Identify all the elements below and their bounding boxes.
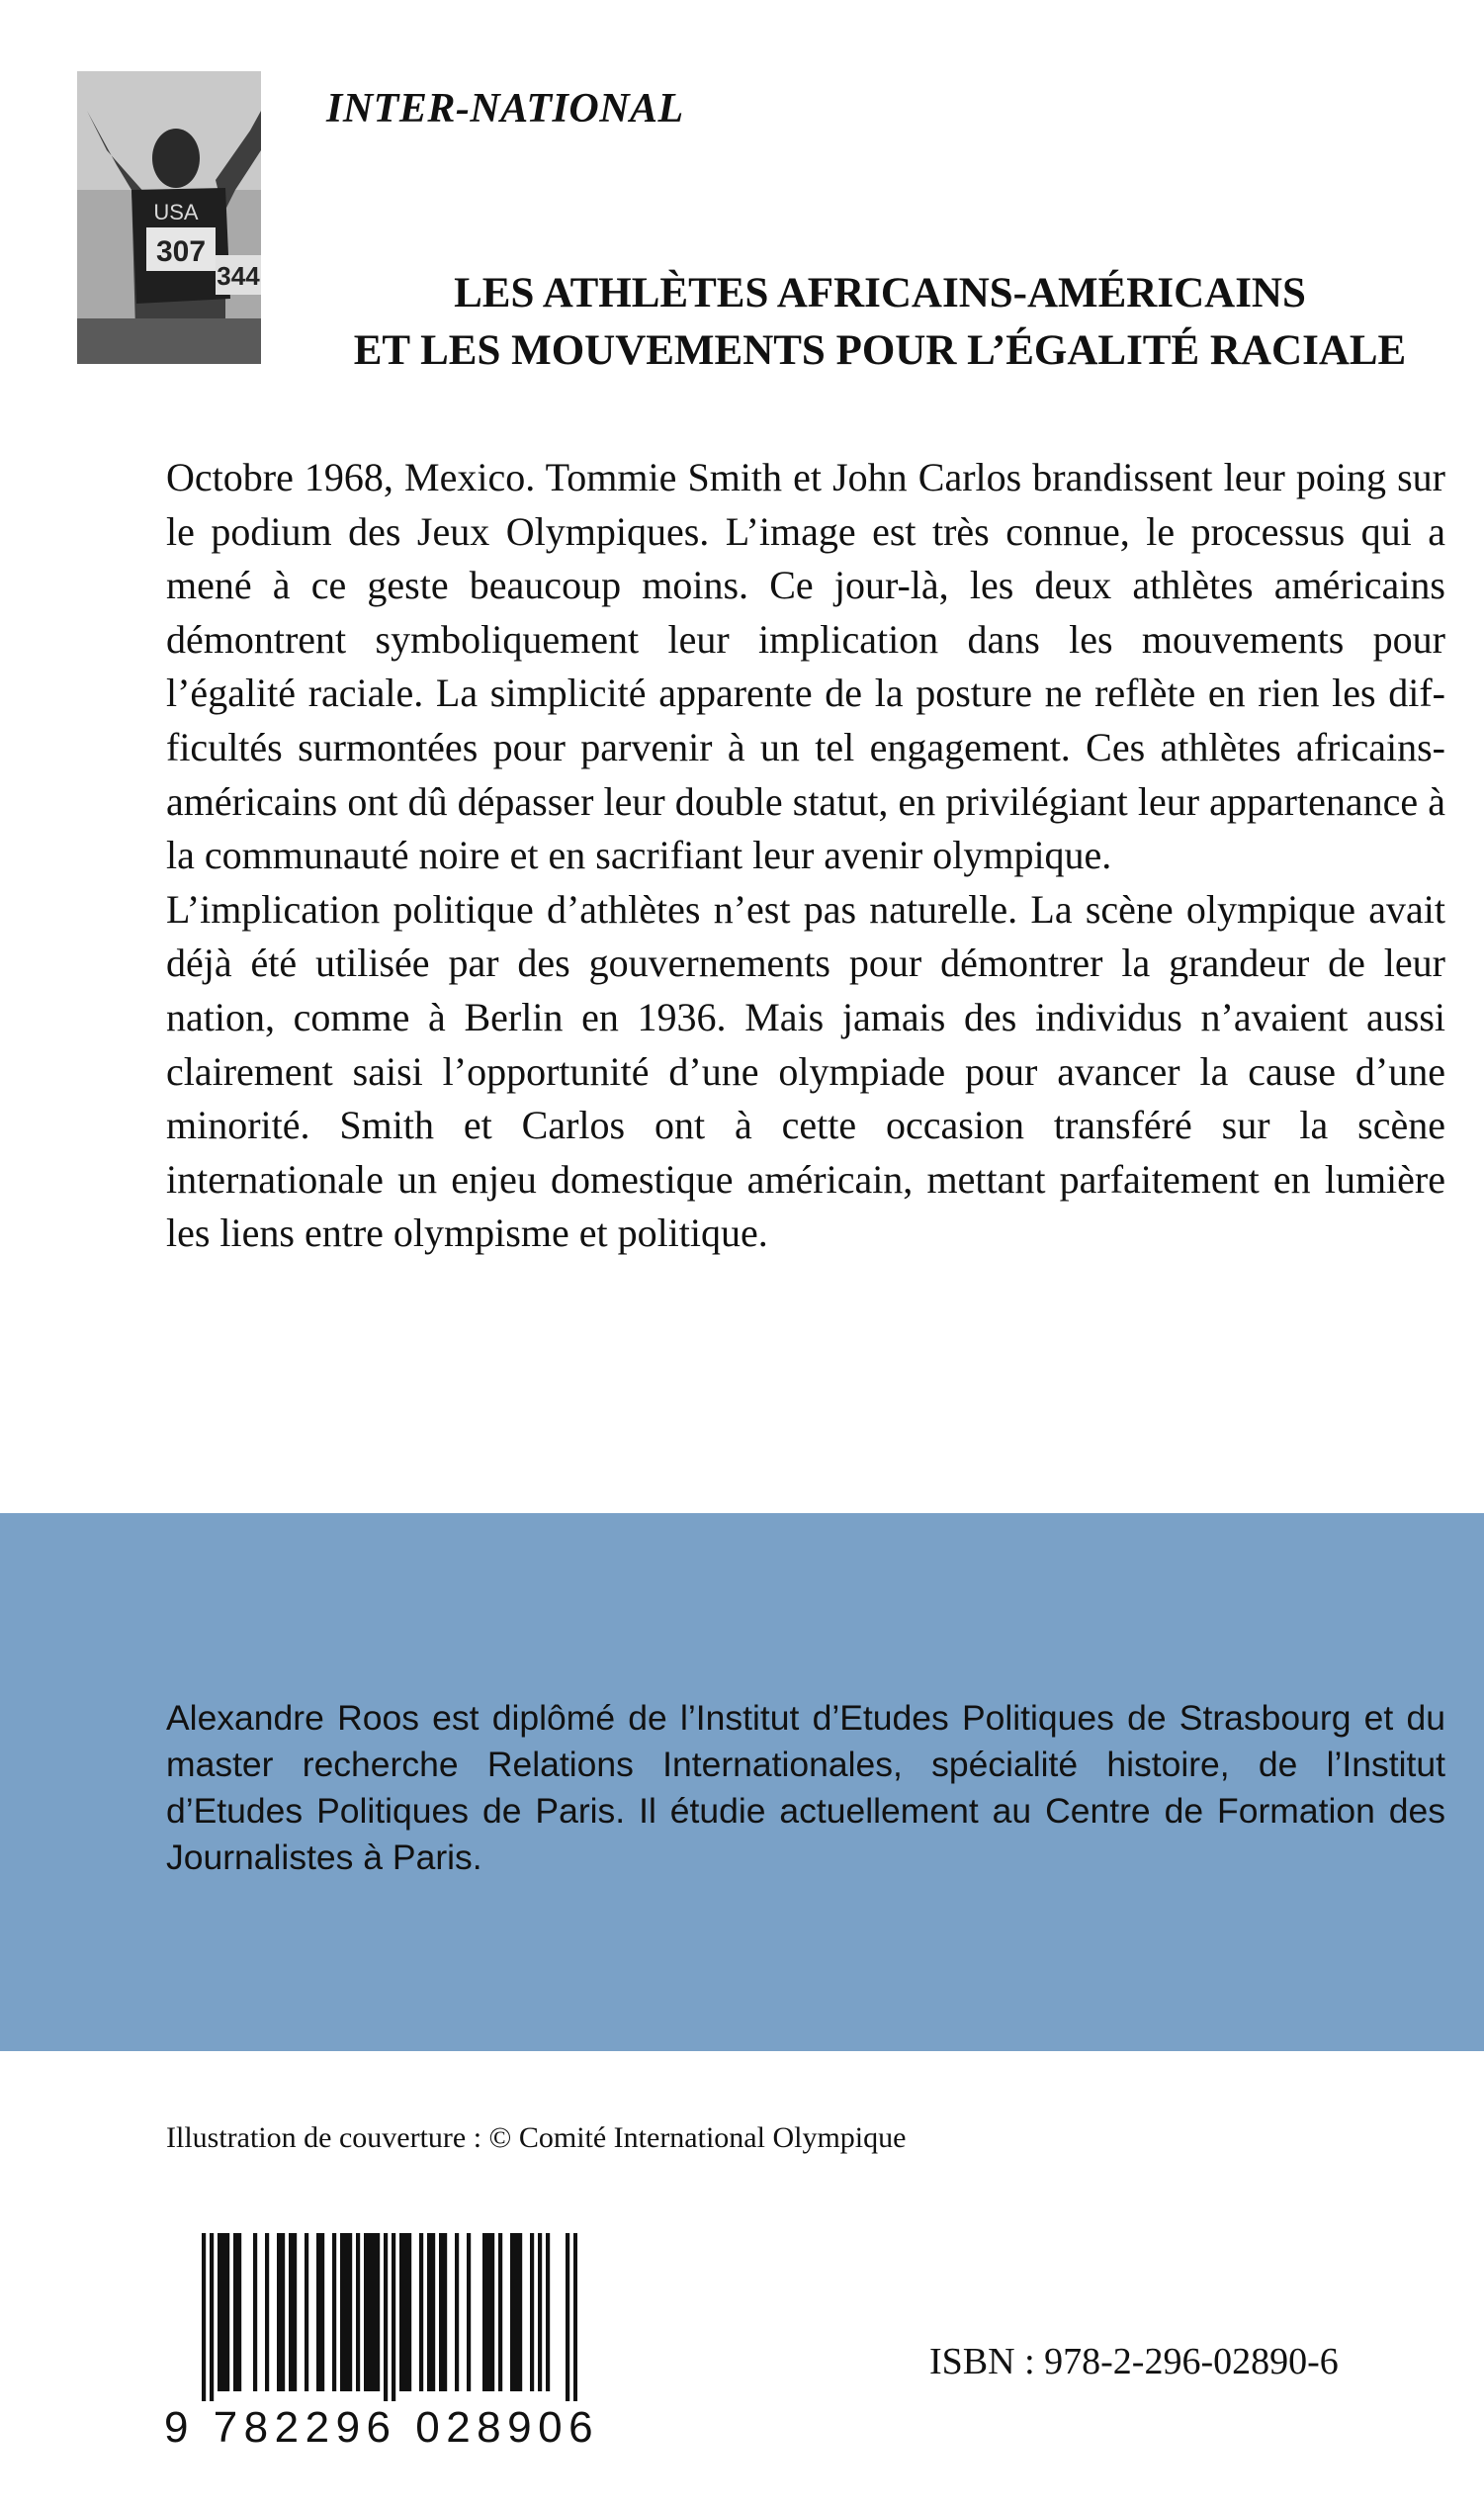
bib-number-344: 344: [217, 261, 260, 291]
barcode-bar: [439, 2233, 443, 2391]
isbn: ISBN : 978-2-296-02890-6: [929, 2341, 1339, 2382]
barcode-bar: [289, 2233, 293, 2391]
cover-photo: [77, 71, 261, 364]
barcode-bar: [407, 2233, 411, 2391]
barcode-bar: [538, 2233, 542, 2391]
barcode-bar: [427, 2233, 431, 2391]
jersey-text: USA: [153, 200, 199, 224]
book-title-line-2: ET LES MOUVEMENTS POUR L’ÉGALITÉ RACIALE: [353, 327, 1407, 374]
barcode-bar: [253, 2233, 257, 2391]
barcode-bar: [518, 2233, 522, 2391]
barcode-bar: [372, 2233, 376, 2391]
barcode-bar: [320, 2233, 324, 2391]
athlete-photo: [77, 71, 261, 364]
barcode-bar: [486, 2233, 490, 2391]
barcode-bar: [202, 2233, 206, 2401]
barcode-bar: [392, 2233, 395, 2401]
barcode-bar: [384, 2233, 388, 2401]
book-title: [316, 265, 1443, 380]
summary-paragraph-2: L’implication politique d’athlètes n’est pas naturelle. La scène olympique avait déjà été utilisée par des gouvernements pour démontrer la grandeur de leur nation, comme à Berlin en 1936. Mais jamais des individus n’avaient aussi clairement saisi l’opportunité d’une olympiade pour avancer la cause d’une minorité. Smith et Carlos ont à cette occasion transféré sur la scène internationale un enjeu domestique américain, mettant parfaitement en lumière les liens entre olympisme et politique.: [166, 886, 1445, 1256]
barcode-bar: [356, 2233, 360, 2391]
barcode-bar: [233, 2233, 237, 2391]
barcode-bar: [546, 2233, 550, 2391]
barcode-bar: [399, 2233, 403, 2391]
author-band: [0, 1513, 1484, 2051]
barcode-bar: [218, 2233, 221, 2391]
barcode-bar: [364, 2233, 368, 2391]
barcode-bar: [490, 2233, 494, 2391]
barcode-bar: [419, 2233, 423, 2391]
bib-number-307: 307: [155, 235, 207, 268]
barcode-bar: [225, 2233, 229, 2391]
barcode-bar: [376, 2233, 380, 2391]
summary-text: [166, 451, 1445, 1261]
barcode-bar: [281, 2233, 285, 2391]
barcode-bar: [316, 2233, 320, 2391]
barcode-bar: [514, 2233, 518, 2391]
barcode-bar: [340, 2233, 344, 2391]
barcode-bar: [368, 2233, 372, 2391]
barcode-bars: [202, 2233, 577, 2401]
barcode-bar: [265, 2233, 269, 2391]
barcode-bar: [467, 2233, 471, 2391]
barcode-bar: [221, 2233, 225, 2391]
summary-paragraph-1: Octobre 1968, Mexico. Tommie Smith et John Carlos brandissent leur poing sur le podium des Jeux Olympiques. L’image est très connue, le processus qui a mené à ce geste beaucoup moins. Ce jour-là, les deux athlètes américains démontrent symboliquement leur implication dans les mouvements pour l’égalité raciale. La simplicité apparente de la posture ne reflète en rien les difficultés surmontées pour parvenir à un tel engagement. Ces athlètes africains-américains ont dû dépasser leur double statut, en privilégiant leur appartenance à la communauté noire et en sacrifiant leur avenir olympique.: [166, 455, 1445, 878]
barcode-bar: [293, 2233, 297, 2391]
barcode-bar: [305, 2233, 308, 2391]
barcode-bar: [498, 2233, 502, 2391]
barcode-bar: [510, 2233, 514, 2391]
barcode-bar: [277, 2233, 281, 2391]
author-bio: Alexandre Roos est diplômé de l’Institut d’Etudes Politiques de Strasbourg et du master recherche Relations Internationales, spécialité histoire, de l’Institut d’Etudes Politiques de Paris. Il étudie actuellement au Centre de Formation des Journalistes à Paris.: [166, 1698, 1445, 1877]
illustration-credit: Illustration de couverture : © Comité International Olympique: [166, 2121, 907, 2154]
barcode-bar: [482, 2233, 486, 2391]
barcode-bar: [348, 2233, 352, 2391]
barcode-bar: [566, 2233, 569, 2401]
barcode: [164, 2233, 600, 2463]
barcode-bar: [455, 2233, 459, 2391]
barcode-bar: [332, 2233, 336, 2391]
series-title: INTER-NATIONAL: [326, 86, 684, 132]
barcode-bar: [573, 2233, 577, 2401]
barcode-bar: [431, 2233, 435, 2391]
barcode-bar: [530, 2233, 534, 2391]
book-title-line-1: LES ATHLÈTES AFRICAINS-AMÉRICAINS: [454, 270, 1306, 316]
barcode-bar: [237, 2233, 241, 2391]
barcode-digits: 9 782296 028906: [164, 2403, 600, 2452]
barcode-bar: [443, 2233, 447, 2391]
barcode-bar: [344, 2233, 348, 2391]
barcode-bar: [403, 2233, 407, 2391]
barcode-bar: [210, 2233, 214, 2401]
